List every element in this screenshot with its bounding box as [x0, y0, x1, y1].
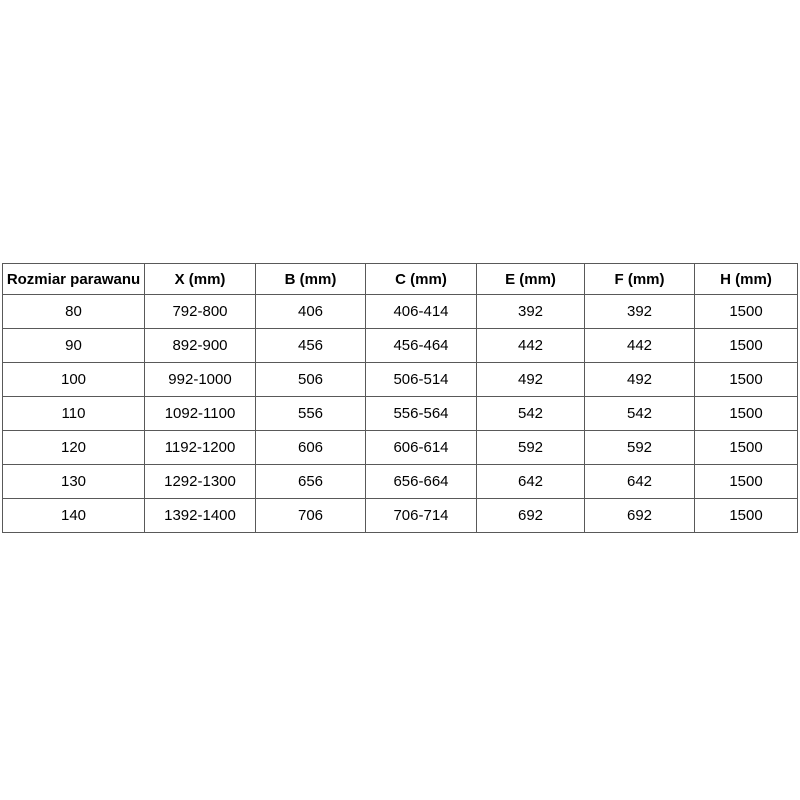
table-cell: 392 — [477, 295, 585, 329]
table-cell: 1292-1300 — [145, 465, 256, 499]
column-header: E (mm) — [477, 264, 585, 295]
table-cell: 1500 — [695, 499, 798, 533]
table-row — [3, 397, 798, 431]
table-cell: 1500 — [695, 329, 798, 363]
table-cell: 90 — [3, 329, 145, 363]
table-cell: 542 — [477, 397, 585, 431]
table-cell: 1500 — [695, 295, 798, 329]
table-cell: 606 — [256, 431, 366, 465]
table-cell: 692 — [585, 499, 695, 533]
table-cell: 492 — [477, 363, 585, 397]
table-cell: 642 — [477, 465, 585, 499]
table-row — [3, 329, 798, 363]
size-table — [2, 263, 798, 533]
table-row — [3, 295, 798, 329]
table-cell: 606-614 — [366, 431, 477, 465]
table-cell: 506 — [256, 363, 366, 397]
table-cell: 406-414 — [366, 295, 477, 329]
table-cell: 110 — [3, 397, 145, 431]
table-cell: 592 — [477, 431, 585, 465]
column-header: H (mm) — [695, 264, 798, 295]
table-cell: 456 — [256, 329, 366, 363]
table-cell: 706 — [256, 499, 366, 533]
table-cell: 1392-1400 — [145, 499, 256, 533]
table-row — [3, 499, 798, 533]
table-cell: 1500 — [695, 363, 798, 397]
table-body — [3, 295, 798, 533]
table-cell: 1092-1100 — [145, 397, 256, 431]
table-cell: 442 — [585, 329, 695, 363]
table-cell: 992-1000 — [145, 363, 256, 397]
table-cell: 556-564 — [366, 397, 477, 431]
column-header: F (mm) — [585, 264, 695, 295]
table-cell: 592 — [585, 431, 695, 465]
table-header-row — [3, 264, 798, 295]
table-cell: 120 — [3, 431, 145, 465]
table-cell: 642 — [585, 465, 695, 499]
table-cell: 140 — [3, 499, 145, 533]
table-cell: 442 — [477, 329, 585, 363]
table-cell: 130 — [3, 465, 145, 499]
table-cell: 406 — [256, 295, 366, 329]
column-header: B (mm) — [256, 264, 366, 295]
table-row — [3, 363, 798, 397]
table-cell: 1500 — [695, 397, 798, 431]
table-cell: 656-664 — [366, 465, 477, 499]
table-cell: 1500 — [695, 465, 798, 499]
size-table-container — [2, 263, 798, 533]
table-cell: 1500 — [695, 431, 798, 465]
table-cell: 542 — [585, 397, 695, 431]
table-cell: 456-464 — [366, 329, 477, 363]
table-cell: 706-714 — [366, 499, 477, 533]
table-cell: 392 — [585, 295, 695, 329]
table-cell: 100 — [3, 363, 145, 397]
table-row — [3, 431, 798, 465]
column-header: C (mm) — [366, 264, 477, 295]
table-cell: 692 — [477, 499, 585, 533]
table-cell: 506-514 — [366, 363, 477, 397]
table-row — [3, 465, 798, 499]
table-cell: 492 — [585, 363, 695, 397]
column-header: X (mm) — [145, 264, 256, 295]
table-cell: 792-800 — [145, 295, 256, 329]
column-header: Rozmiar parawanu — [3, 264, 145, 295]
table-cell: 556 — [256, 397, 366, 431]
table-cell: 80 — [3, 295, 145, 329]
table-cell: 656 — [256, 465, 366, 499]
table-cell: 1192-1200 — [145, 431, 256, 465]
table-cell: 892-900 — [145, 329, 256, 363]
